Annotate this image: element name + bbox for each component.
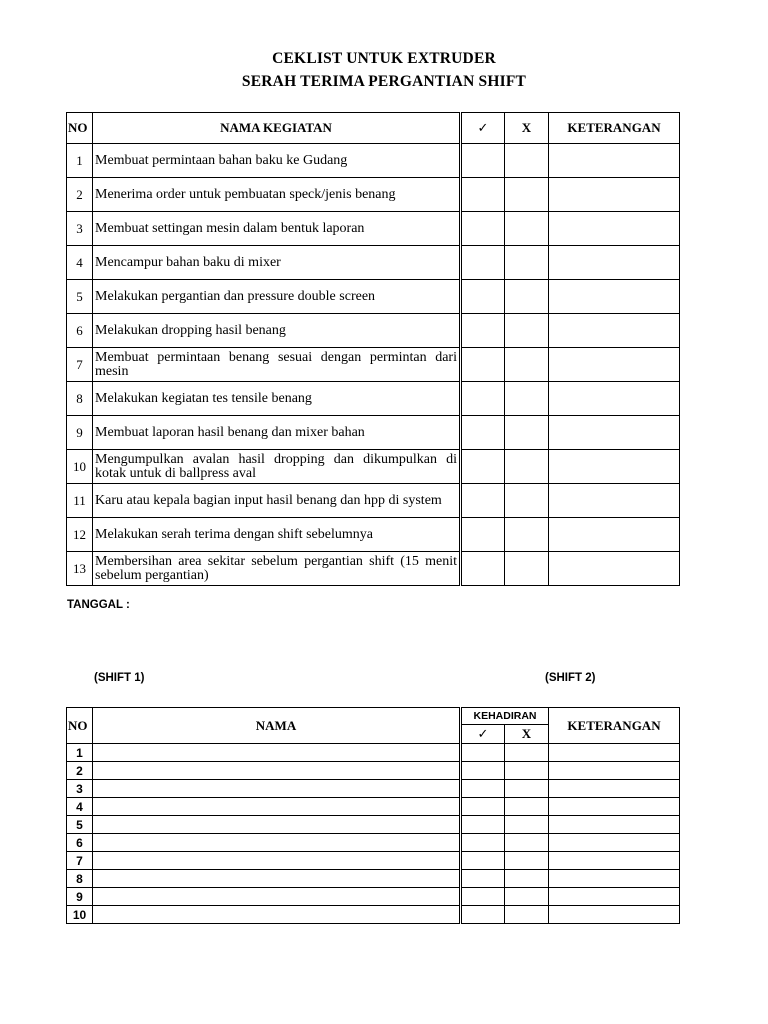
attendance-row [67,852,680,870]
note-cell[interactable] [549,552,680,586]
row-number: 5 [67,280,93,314]
att-note-cell[interactable] [549,870,680,888]
note-cell[interactable] [549,144,680,178]
att-cross-cell[interactable] [505,888,549,906]
att-check-cell[interactable] [461,870,505,888]
att-name-cell[interactable] [93,852,461,870]
cross-cell[interactable] [505,518,549,552]
att-cross-cell[interactable] [505,762,549,780]
header-note: KETERANGAN [549,113,680,144]
att-name-cell[interactable] [93,834,461,852]
cross-cell[interactable] [505,212,549,246]
att-cross-cell[interactable] [505,870,549,888]
cross-cell[interactable] [505,246,549,280]
note-cell[interactable] [549,246,680,280]
cross-cell[interactable] [505,178,549,212]
check-cell[interactable] [461,382,505,416]
row-activity: Membuat settingan mesin dalam bentuk laporan [93,212,461,246]
checklist-row [67,552,680,586]
checklist-row [67,314,680,348]
header-no: NO [67,113,93,144]
attendance-row [67,780,680,798]
att-name-cell[interactable] [93,744,461,762]
cross-cell[interactable] [505,348,549,382]
checklist-row [67,246,680,280]
row-number: 8 [67,382,93,416]
att-header-cross: X [505,725,549,744]
att-row-number: 9 [67,888,93,906]
note-cell[interactable] [549,212,680,246]
att-name-cell[interactable] [93,780,461,798]
attendance-row [67,870,680,888]
note-cell[interactable] [549,416,680,450]
att-header-note: KETERANGAN [549,708,680,744]
check-cell[interactable] [461,416,505,450]
att-row-number: 8 [67,870,93,888]
att-cross-cell[interactable] [505,798,549,816]
att-check-cell[interactable] [461,762,505,780]
att-cross-cell[interactable] [505,780,549,798]
att-header-kehadiran: KEHADIRAN [461,708,549,725]
cross-cell[interactable] [505,416,549,450]
row-activity: Melakukan serah terima dengan shift sebelumnya [93,518,461,552]
att-check-cell[interactable] [461,780,505,798]
checklist-row [67,212,680,246]
row-activity: Membuat permintaan bahan baku ke Gudang [93,144,461,178]
row-number: 2 [67,178,93,212]
row-activity: Membersihan area sekitar sebelum pergantian shift (15 menit sebelum pergantian) [93,552,461,586]
attendance-row [67,816,680,834]
cross-cell[interactable] [505,280,549,314]
att-row-number: 1 [67,744,93,762]
att-check-cell[interactable] [461,798,505,816]
attendance-row [67,744,680,762]
row-activity: Karu atau kepala bagian input hasil benang dan hpp di system [93,484,461,518]
document-subtitle: SERAH TERIMA PERGANTIAN SHIFT [241,73,527,90]
attendance-row [67,798,680,816]
checklist-row [67,518,680,552]
att-note-cell[interactable] [549,744,680,762]
header-cross: X [505,113,549,144]
row-activity: Melakukan kegiatan tes tensile benang [93,382,461,416]
row-number: 3 [67,212,93,246]
note-cell[interactable] [549,382,680,416]
attendance-row [67,834,680,852]
att-note-cell[interactable] [549,816,680,834]
check-cell[interactable] [461,212,505,246]
checklist-row [67,416,680,450]
header-check-icon: ✓ [461,113,505,144]
checklist-header-row [67,113,680,144]
check-cell[interactable] [461,314,505,348]
att-note-cell[interactable] [549,834,680,852]
att-header-check-icon: ✓ [461,725,505,744]
row-number: 10 [67,450,93,484]
row-activity: Melakukan dropping hasil benang [93,314,461,348]
shift2-label: (SHIFT 2) [545,672,596,684]
cross-cell[interactable] [505,484,549,518]
att-note-cell[interactable] [549,798,680,816]
row-activity: Membuat permintaan benang sesuai dengan permintan dari mesin [93,348,461,382]
row-number: 4 [67,246,93,280]
shift1-label: (SHIFT 1) [94,672,145,684]
att-cross-cell[interactable] [505,906,549,924]
att-name-cell[interactable] [93,906,461,924]
att-name-cell[interactable] [93,816,461,834]
att-note-cell[interactable] [549,762,680,780]
att-header-name: NAMA [93,708,461,744]
checklist-row [67,280,680,314]
cross-cell[interactable] [505,552,549,586]
row-number: 9 [67,416,93,450]
note-cell[interactable] [549,280,680,314]
cross-cell[interactable] [505,144,549,178]
checklist-row [67,450,680,484]
date-label: TANGGAL : [67,599,130,611]
row-activity: Mencampur bahan baku di mixer [93,246,461,280]
note-cell[interactable] [549,314,680,348]
row-number: 6 [67,314,93,348]
check-cell[interactable] [461,178,505,212]
check-cell[interactable] [461,348,505,382]
attendance-row [67,888,680,906]
row-activity: Mengumpulkan avalan hasil dropping dan dikumpulkan di kotak untuk di ballpress aval [93,450,461,484]
att-row-number: 4 [67,798,93,816]
check-cell[interactable] [461,450,505,484]
att-cross-cell[interactable] [505,834,549,852]
att-header-no: NO [67,708,93,744]
attendance-header-row [67,708,680,725]
att-note-cell[interactable] [549,780,680,798]
att-note-cell[interactable] [549,906,680,924]
att-row-number: 7 [67,852,93,870]
att-row-number: 5 [67,816,93,834]
att-cross-cell[interactable] [505,852,549,870]
att-row-number: 6 [67,834,93,852]
row-activity: Menerima order untuk pembuatan speck/jenis benang [93,178,461,212]
att-row-number: 3 [67,780,93,798]
row-activity: Membuat laporan hasil benang dan mixer bahan [93,416,461,450]
att-check-cell[interactable] [461,906,505,924]
att-note-cell[interactable] [549,852,680,870]
cross-cell[interactable] [505,382,549,416]
att-name-cell[interactable] [93,762,461,780]
check-cell[interactable] [461,518,505,552]
note-cell[interactable] [549,518,680,552]
checklist-table [66,112,680,586]
checklist-row [67,484,680,518]
att-check-cell[interactable] [461,744,505,762]
header-activity: NAMA KEGIATAN [93,113,461,144]
att-check-cell[interactable] [461,888,505,906]
att-row-number: 2 [67,762,93,780]
check-cell[interactable] [461,280,505,314]
att-name-cell[interactable] [93,870,461,888]
att-check-cell[interactable] [461,852,505,870]
att-check-cell[interactable] [461,816,505,834]
row-number: 11 [67,484,93,518]
cross-cell[interactable] [505,450,549,484]
document-title: CEKLIST UNTUK EXTRUDER [272,50,496,67]
att-row-number: 10 [67,906,93,924]
attendance-table [66,707,680,924]
attendance-row [67,906,680,924]
note-cell[interactable] [549,178,680,212]
att-check-cell[interactable] [461,834,505,852]
note-cell[interactable] [549,450,680,484]
checklist-row [67,348,680,382]
check-cell[interactable] [461,246,505,280]
att-cross-cell[interactable] [505,744,549,762]
row-number: 13 [67,552,93,586]
row-number: 1 [67,144,93,178]
checklist-row [67,144,680,178]
checklist-row [67,178,680,212]
note-cell[interactable] [549,484,680,518]
check-cell[interactable] [461,484,505,518]
cross-cell[interactable] [505,314,549,348]
check-cell[interactable] [461,552,505,586]
attendance-row [67,762,680,780]
check-cell[interactable] [461,144,505,178]
row-number: 12 [67,518,93,552]
checklist-row [67,382,680,416]
att-name-cell[interactable] [93,888,461,906]
att-name-cell[interactable] [93,798,461,816]
note-cell[interactable] [549,348,680,382]
att-cross-cell[interactable] [505,816,549,834]
row-number: 7 [67,348,93,382]
row-activity: Melakukan pergantian dan pressure double screen [93,280,461,314]
att-note-cell[interactable] [549,888,680,906]
